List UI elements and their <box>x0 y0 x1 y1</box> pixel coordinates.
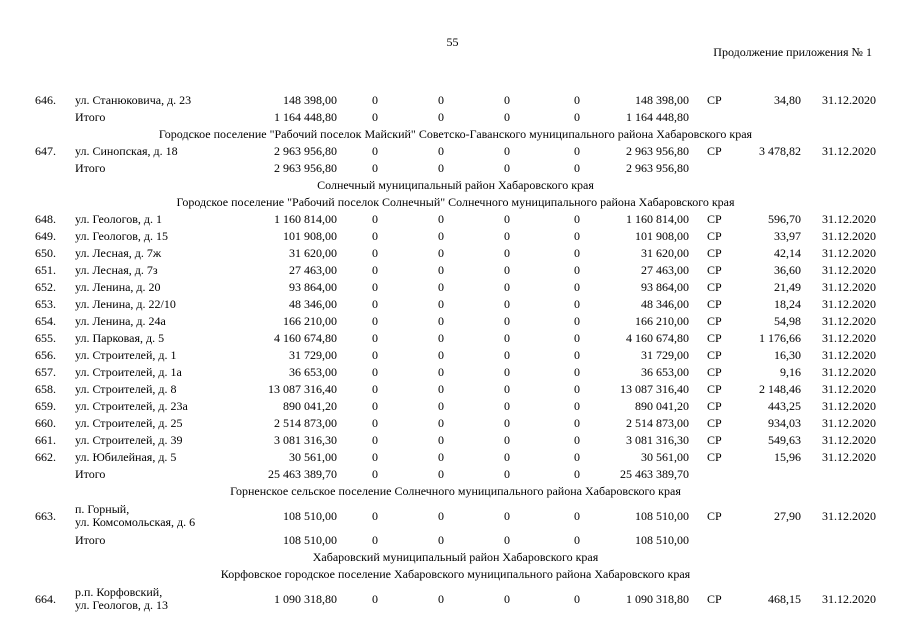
zero-cell: 0 <box>574 246 580 260</box>
row-number-empty <box>35 466 75 483</box>
zero-cell: 0 <box>574 229 580 243</box>
row-number: 646. <box>35 93 56 107</box>
zero-cell: 0 <box>504 467 510 481</box>
area-empty <box>749 109 801 126</box>
zero-cell: 0 <box>574 212 580 226</box>
amount-cell: 31 620,00 <box>289 246 337 260</box>
total-cell: 2 963 956,80 <box>626 144 689 158</box>
zero-cell: 0 <box>372 433 378 447</box>
address-line: п. Горный, <box>75 502 130 516</box>
address-cell: ул. Парковая, д. 5 <box>75 331 165 345</box>
deadline-cell: 31.12.2020 <box>822 399 876 413</box>
method-code: СР <box>707 508 722 523</box>
deadline-empty <box>801 532 876 549</box>
zero-cell: 0 <box>372 297 378 311</box>
zero-cell: 0 <box>504 365 510 379</box>
zero-cell: 0 <box>438 467 444 481</box>
zero-cell: 0 <box>372 399 378 413</box>
row-number: 653. <box>35 297 56 311</box>
table-row <box>35 381 876 398</box>
method-code: СР <box>707 263 722 277</box>
row-number: 657. <box>35 365 56 379</box>
method-code: СР <box>707 246 722 260</box>
amount-cell: 101 908,00 <box>283 229 337 243</box>
deadline-cell: 31.12.2020 <box>822 416 876 430</box>
address-cell: ул. Геологов, д. 1 <box>75 212 163 226</box>
method-code: СР <box>707 229 722 243</box>
zero-cell: 0 <box>574 416 580 430</box>
total-cell: 30 561,00 <box>641 450 689 464</box>
row-number: 654. <box>35 314 56 328</box>
deadline-cell: 31.12.2020 <box>822 365 876 379</box>
deadline-empty <box>801 109 876 126</box>
method-code-empty <box>689 532 749 549</box>
zero-cell: 0 <box>574 365 580 379</box>
deadline-cell: 31.12.2020 <box>822 93 876 107</box>
zero-cell: 0 <box>372 450 378 464</box>
table-row <box>35 313 876 330</box>
zero-cell: 0 <box>438 297 444 311</box>
zero-cell: 0 <box>574 331 580 345</box>
zero-cell: 0 <box>438 161 444 175</box>
zero-cell: 0 <box>504 280 510 294</box>
row-number: 656. <box>35 348 56 362</box>
area-cell: 36,60 <box>774 263 801 277</box>
address-cell: ул. Геологов, д. 15 <box>75 229 169 243</box>
zero-cell: 0 <box>574 591 580 606</box>
section-heading: Городское поселение "Рабочий поселок Майский" Советско-Гаванского муниципального района Хабаровского края <box>158 127 753 141</box>
zero-cell: 0 <box>438 382 444 396</box>
area-cell: 468,15 <box>768 591 801 606</box>
zero-cell: 0 <box>504 508 510 523</box>
row-number: 660. <box>35 416 56 430</box>
zero-cell: 0 <box>574 433 580 447</box>
subtotal-label: Итого <box>75 110 106 124</box>
total-cell: 1 164 448,80 <box>626 110 689 124</box>
zero-cell: 0 <box>504 348 510 362</box>
row-number: 661. <box>35 433 56 447</box>
zero-cell: 0 <box>438 533 444 547</box>
area-cell: 9,16 <box>780 365 801 379</box>
total-cell: 2 514 873,00 <box>626 416 689 430</box>
zero-cell: 0 <box>504 450 510 464</box>
deadline-cell: 31.12.2020 <box>822 591 876 606</box>
section-heading-row <box>35 177 876 194</box>
address-line: ул. Геологов, д. 13 <box>75 598 169 612</box>
table-row <box>35 415 876 432</box>
amount-cell: 3 081 316,30 <box>274 433 337 447</box>
zero-cell: 0 <box>438 246 444 260</box>
total-cell: 4 160 674,80 <box>626 331 689 345</box>
row-number-empty <box>35 532 75 549</box>
area-cell: 2 148,46 <box>759 382 801 396</box>
zero-cell: 0 <box>372 263 378 277</box>
total-cell: 25 463 389,70 <box>620 467 689 481</box>
amount-cell: 2 514 873,00 <box>274 416 337 430</box>
method-code: СР <box>707 416 722 430</box>
address-cell <box>75 500 227 532</box>
section-heading-row <box>35 194 876 211</box>
table-row <box>35 228 876 245</box>
subtotal-label: Итого <box>75 161 106 175</box>
zero-cell: 0 <box>438 144 444 158</box>
amount-cell: 48 346,00 <box>289 297 337 311</box>
row-number: 649. <box>35 229 56 243</box>
zero-cell: 0 <box>504 246 510 260</box>
total-cell: 3 081 316,30 <box>626 433 689 447</box>
address-cell: ул. Лесная, д. 7з <box>75 263 158 277</box>
row-number: 655. <box>35 331 56 345</box>
amount-cell: 890 041,20 <box>283 399 337 413</box>
zero-cell: 0 <box>504 297 510 311</box>
method-code: СР <box>707 331 722 345</box>
zero-cell: 0 <box>574 110 580 124</box>
zero-cell: 0 <box>574 508 580 523</box>
table-row <box>35 398 876 415</box>
total-cell: 31 620,00 <box>641 246 689 260</box>
total-cell: 1 160 814,00 <box>626 212 689 226</box>
row-number: 647. <box>35 144 56 158</box>
zero-cell: 0 <box>438 416 444 430</box>
table-row <box>35 347 876 364</box>
row-number: 652. <box>35 280 56 294</box>
zero-cell: 0 <box>438 450 444 464</box>
subtotal-row <box>35 160 876 177</box>
area-cell: 16,30 <box>774 348 801 362</box>
amount-cell: 2 963 956,80 <box>274 144 337 158</box>
table-row <box>35 296 876 313</box>
area-cell: 34,80 <box>774 93 801 107</box>
amount-cell: 4 160 674,80 <box>274 331 337 345</box>
deadline-cell: 31.12.2020 <box>822 508 876 523</box>
address-line: ул. Комсомольская, д. 6 <box>75 515 196 529</box>
deadline-empty <box>801 160 876 177</box>
deadline-cell: 31.12.2020 <box>822 144 876 158</box>
area-cell: 1 176,66 <box>759 331 801 345</box>
zero-cell: 0 <box>372 314 378 328</box>
zero-cell: 0 <box>372 93 378 107</box>
subtotal-row <box>35 532 876 549</box>
method-code-empty <box>689 109 749 126</box>
deadline-cell: 31.12.2020 <box>822 433 876 447</box>
subtotal-row <box>35 109 876 126</box>
total-cell: 148 398,00 <box>635 93 689 107</box>
row-number: 664. <box>35 591 56 606</box>
zero-cell: 0 <box>372 161 378 175</box>
row-number: 663. <box>35 508 56 523</box>
amount-cell: 13 087 316,40 <box>268 382 337 396</box>
area-cell: 33,97 <box>774 229 801 243</box>
method-code: СР <box>707 399 722 413</box>
row-number: 662. <box>35 450 56 464</box>
total-cell: 27 463,00 <box>641 263 689 277</box>
total-cell: 1 090 318,80 <box>626 591 689 606</box>
deadline-cell: 31.12.2020 <box>822 331 876 345</box>
area-cell: 21,49 <box>774 280 801 294</box>
zero-cell: 0 <box>574 93 580 107</box>
zero-cell: 0 <box>504 382 510 396</box>
amount-cell: 1 164 448,80 <box>274 110 337 124</box>
row-number: 650. <box>35 246 56 260</box>
zero-cell: 0 <box>574 144 580 158</box>
zero-cell: 0 <box>372 365 378 379</box>
total-cell: 48 346,00 <box>641 297 689 311</box>
method-code: СР <box>707 280 722 294</box>
method-code: СР <box>707 144 722 158</box>
address-cell: ул. Синопская, д. 18 <box>75 144 178 158</box>
zero-cell: 0 <box>372 246 378 260</box>
zero-cell: 0 <box>574 297 580 311</box>
subtotal-row <box>35 466 876 483</box>
zero-cell: 0 <box>504 416 510 430</box>
total-cell: 890 041,20 <box>635 399 689 413</box>
zero-cell: 0 <box>504 110 510 124</box>
section-heading-row <box>35 549 876 566</box>
address-cell: ул. Ленина, д. 20 <box>75 280 161 294</box>
deadline-cell: 31.12.2020 <box>822 450 876 464</box>
section-heading-row <box>35 126 876 143</box>
deadline-cell: 31.12.2020 <box>822 280 876 294</box>
method-code-empty <box>689 466 749 483</box>
row-number: 651. <box>35 263 56 277</box>
zero-cell: 0 <box>504 533 510 547</box>
zero-cell: 0 <box>504 144 510 158</box>
method-code: СР <box>707 348 722 362</box>
area-cell: 18,24 <box>774 297 801 311</box>
section-heading: Хабаровский муниципальный район Хабаровского края <box>312 550 599 564</box>
amount-cell: 27 463,00 <box>289 263 337 277</box>
method-code: СР <box>707 450 722 464</box>
address-line: р.п. Корфовский, <box>75 585 163 599</box>
deadline-cell: 31.12.2020 <box>822 297 876 311</box>
zero-cell: 0 <box>372 467 378 481</box>
area-cell: 27,90 <box>774 508 801 523</box>
method-code: СР <box>707 382 722 396</box>
method-code: СР <box>707 93 722 107</box>
zero-cell: 0 <box>372 331 378 345</box>
total-cell: 13 087 316,40 <box>620 382 689 396</box>
area-empty <box>749 466 801 483</box>
deadline-cell: 31.12.2020 <box>822 314 876 328</box>
total-cell: 166 210,00 <box>635 314 689 328</box>
amount-cell: 25 463 389,70 <box>268 467 337 481</box>
address-cell: ул. Строителей, д. 25 <box>75 416 183 430</box>
amount-cell: 1 090 318,80 <box>274 591 337 606</box>
deadline-cell: 31.12.2020 <box>822 246 876 260</box>
amount-cell: 108 510,00 <box>283 533 337 547</box>
table-row <box>35 500 876 532</box>
amount-cell: 2 963 956,80 <box>274 161 337 175</box>
area-empty <box>749 160 801 177</box>
total-cell: 36 653,00 <box>641 365 689 379</box>
address-cell: ул. Ленина, д. 22/10 <box>75 297 176 311</box>
total-cell: 108 510,00 <box>635 533 689 547</box>
section-heading-row <box>35 566 876 583</box>
zero-cell: 0 <box>574 399 580 413</box>
address-cell: ул. Строителей, д. 23а <box>75 399 188 413</box>
table-row <box>35 432 876 449</box>
table-row <box>35 583 876 615</box>
deadline-cell: 31.12.2020 <box>822 229 876 243</box>
table-row <box>35 92 876 109</box>
section-heading: Солнечный муниципальный район Хабаровского края <box>317 178 594 192</box>
table-row <box>35 143 876 160</box>
row-number: 659. <box>35 399 56 413</box>
area-cell: 443,25 <box>768 399 801 413</box>
zero-cell: 0 <box>372 416 378 430</box>
amount-cell: 108 510,00 <box>283 508 337 523</box>
method-code: СР <box>707 212 722 226</box>
zero-cell: 0 <box>574 382 580 396</box>
zero-cell: 0 <box>372 591 378 606</box>
page-number: 55 <box>446 35 459 49</box>
continuation-caption: Продолжение приложения № 1 <box>713 45 872 59</box>
zero-cell: 0 <box>438 591 444 606</box>
zero-cell: 0 <box>504 314 510 328</box>
subtotal-label: Итого <box>75 467 106 481</box>
zero-cell: 0 <box>574 348 580 362</box>
zero-cell: 0 <box>574 263 580 277</box>
deadline-cell: 31.12.2020 <box>822 263 876 277</box>
amount-cell: 1 160 814,00 <box>274 212 337 226</box>
address-cell: ул. Строителей, д. 8 <box>75 382 177 396</box>
amount-cell: 30 561,00 <box>289 450 337 464</box>
address-cell: ул. Строителей, д. 1 <box>75 348 177 362</box>
table-row <box>35 211 876 228</box>
table-row <box>35 262 876 279</box>
zero-cell: 0 <box>504 591 510 606</box>
area-cell: 15,96 <box>774 450 801 464</box>
method-code-empty <box>689 160 749 177</box>
subtotal-label: Итого <box>75 533 106 547</box>
address-cell: ул. Строителей, д. 39 <box>75 433 183 447</box>
method-code: СР <box>707 297 722 311</box>
zero-cell: 0 <box>372 110 378 124</box>
address-cell: ул. Строителей, д. 1а <box>75 365 182 379</box>
total-cell: 108 510,00 <box>635 508 689 523</box>
area-cell: 549,63 <box>768 433 801 447</box>
zero-cell: 0 <box>574 280 580 294</box>
section-heading: Городское поселение "Рабочий поселок Солнечный" Солнечного муниципального района Хабаровского края <box>176 195 735 209</box>
area-cell: 596,70 <box>768 212 801 226</box>
amount-cell: 31 729,00 <box>289 348 337 362</box>
table-row <box>35 449 876 466</box>
zero-cell: 0 <box>574 161 580 175</box>
zero-cell: 0 <box>372 229 378 243</box>
zero-cell: 0 <box>574 314 580 328</box>
zero-cell: 0 <box>372 533 378 547</box>
method-code: СР <box>707 314 722 328</box>
zero-cell: 0 <box>438 433 444 447</box>
table-body <box>35 92 876 615</box>
zero-cell: 0 <box>438 93 444 107</box>
address-cell: ул. Юбилейная, д. 5 <box>75 450 177 464</box>
deadline-cell: 31.12.2020 <box>822 348 876 362</box>
amount-cell: 166 210,00 <box>283 314 337 328</box>
deadline-empty <box>801 466 876 483</box>
total-cell: 101 908,00 <box>635 229 689 243</box>
table-row <box>35 364 876 381</box>
total-cell: 93 864,00 <box>641 280 689 294</box>
total-cell: 2 963 956,80 <box>626 161 689 175</box>
zero-cell: 0 <box>504 433 510 447</box>
zero-cell: 0 <box>438 110 444 124</box>
zero-cell: 0 <box>438 399 444 413</box>
zero-cell: 0 <box>438 212 444 226</box>
zero-cell: 0 <box>372 144 378 158</box>
row-number: 658. <box>35 382 56 396</box>
address-cell <box>75 583 227 615</box>
zero-cell: 0 <box>504 93 510 107</box>
zero-cell: 0 <box>438 348 444 362</box>
address-cell: ул. Ленина, д. 24а <box>75 314 166 328</box>
zero-cell: 0 <box>504 229 510 243</box>
zero-cell: 0 <box>574 467 580 481</box>
zero-cell: 0 <box>372 280 378 294</box>
area-cell: 934,03 <box>768 416 801 430</box>
zero-cell: 0 <box>438 365 444 379</box>
housing-program-table <box>35 92 876 615</box>
row-number-empty <box>35 109 75 126</box>
zero-cell: 0 <box>438 331 444 345</box>
zero-cell: 0 <box>372 348 378 362</box>
table-row <box>35 245 876 262</box>
zero-cell: 0 <box>438 508 444 523</box>
address-cell: ул. Станюковича, д. 23 <box>75 93 192 107</box>
deadline-cell: 31.12.2020 <box>822 382 876 396</box>
total-cell: 31 729,00 <box>641 348 689 362</box>
table-row <box>35 279 876 296</box>
zero-cell: 0 <box>504 331 510 345</box>
deadline-cell: 31.12.2020 <box>822 212 876 226</box>
zero-cell: 0 <box>372 508 378 523</box>
area-cell: 54,98 <box>774 314 801 328</box>
zero-cell: 0 <box>504 399 510 413</box>
table-row <box>35 330 876 347</box>
zero-cell: 0 <box>372 212 378 226</box>
section-heading: Корфовское городское поселение Хабаровского муниципального района Хабаровского края <box>220 567 691 581</box>
amount-cell: 93 864,00 <box>289 280 337 294</box>
area-cell: 42,14 <box>774 246 801 260</box>
method-code: СР <box>707 591 722 606</box>
amount-cell: 36 653,00 <box>289 365 337 379</box>
zero-cell: 0 <box>574 533 580 547</box>
zero-cell: 0 <box>438 263 444 277</box>
row-number: 648. <box>35 212 56 226</box>
zero-cell: 0 <box>504 263 510 277</box>
zero-cell: 0 <box>504 212 510 226</box>
address-cell: ул. Лесная, д. 7ж <box>75 246 162 260</box>
zero-cell: 0 <box>438 229 444 243</box>
amount-cell: 148 398,00 <box>283 93 337 107</box>
zero-cell: 0 <box>438 280 444 294</box>
zero-cell: 0 <box>504 161 510 175</box>
zero-cell: 0 <box>574 450 580 464</box>
row-number-empty <box>35 160 75 177</box>
zero-cell: 0 <box>438 314 444 328</box>
section-heading: Горненское сельское поселение Солнечного муниципального района Хабаровского края <box>230 484 681 498</box>
method-code: СР <box>707 365 722 379</box>
section-heading-row <box>35 483 876 500</box>
area-cell: 3 478,82 <box>759 144 801 158</box>
area-empty <box>749 532 801 549</box>
method-code: СР <box>707 433 722 447</box>
zero-cell: 0 <box>372 382 378 396</box>
